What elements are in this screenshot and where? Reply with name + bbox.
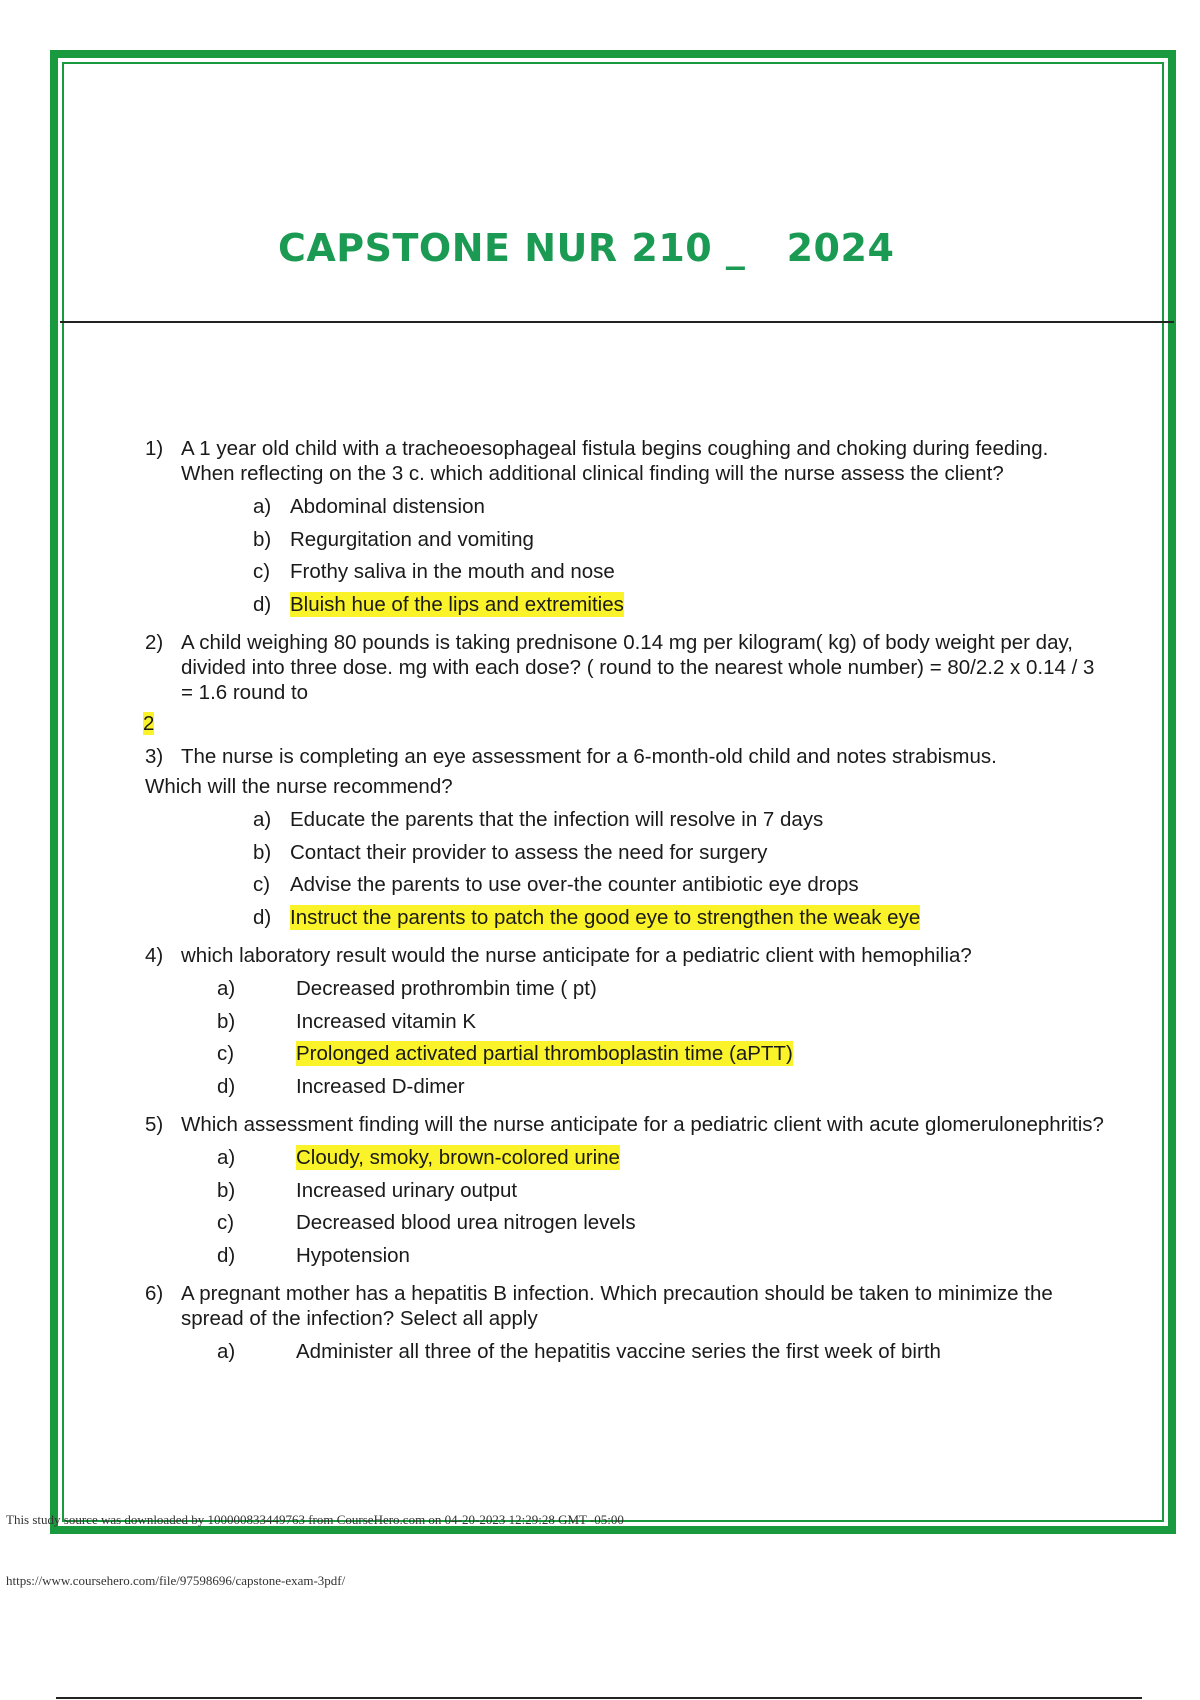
option-letter: a) [217,1340,236,1363]
option-letter: c) [217,1042,235,1065]
question-text: A pregnant mother has a hepatitis B infection. Which precaution should be taken to minimize the spread of the infection? Select all apply [181,1282,1053,1330]
question-5 [145,1112,1105,1275]
option-d [145,1074,1105,1107]
question-number: 4) [145,944,164,967]
option-a [145,494,1105,527]
download-notice: This study source was downloaded by 100000833449763 from CourseHero.com on 04-20-2023 12:29:28 GMT -05:00 [6,1512,624,1527]
option-text: Increased urinary output [296,1178,518,1202]
option-text: Educate the parents that the infection will resolve in 7 days [290,808,824,831]
option-d-highlighted-answer [145,905,1105,938]
option-letter: d) [253,592,272,616]
question-text: The nurse is completing an eye assessment for a 6-month-old child and notes strabismus. [181,745,997,768]
question-text: A child weighing 80 pounds is taking prednisone 0.14 mg per kilogram( kg) of body weight per day, divided into three dose. mg with each dose? ( round to the nearest whole number) = 80/2.2 x 0.14 / 3 = 1.6 round to [181,631,1095,704]
question-number: 5) [145,1113,164,1136]
option-b [145,1009,1105,1042]
option-a [145,976,1105,1009]
option-text: Cloudy, smoky, brown-colored urine [296,1146,620,1169]
question-6 [145,1281,1105,1372]
option-list [145,807,1105,937]
question-text: A 1 year old child with a tracheoesophageal fistula begins coughing and choking during feeding. When reflecting on the 3 c. which additional clinical finding will the nurse assess the client? [181,437,1049,485]
option-letter: c) [217,1211,235,1234]
option-letter: b) [217,1009,236,1033]
answer-value-highlighted: 2 [143,712,155,735]
option-letter: c) [253,873,271,896]
option-b [145,1178,1105,1211]
option-a [145,1339,1105,1372]
option-letter: b) [217,1178,236,1202]
option-text: Decreased blood urea nitrogen levels [296,1211,636,1234]
option-c [145,1210,1105,1243]
option-list [145,1339,1105,1372]
option-d [145,1243,1105,1276]
option-text: Decreased prothrombin time ( pt) [296,977,597,1000]
option-text: Administer all three of the hepatitis vaccine series the first week of birth [296,1340,941,1363]
option-letter: a) [253,808,272,831]
option-b [145,840,1105,873]
option-text: Instruct the parents to patch the good eye to strengthen the weak eye [290,905,921,929]
option-c [145,872,1105,905]
question-number: 6) [145,1282,164,1305]
question-3 [145,744,1105,937]
option-text: Contact their provider to assess the need for surgery [290,840,768,864]
option-letter: d) [217,1243,236,1267]
question-text: which laboratory result would the nurse anticipate for a pediatric client with hemophilia? [181,944,972,967]
question-number: 3) [145,745,164,768]
option-letter: d) [253,905,272,929]
option-letter: a) [253,495,272,518]
answer-line [143,711,1105,736]
option-letter: a) [217,977,236,1000]
question-number: 1) [145,437,164,460]
question-number: 2) [145,631,164,654]
option-letter: d) [217,1074,236,1098]
option-d-highlighted-answer [145,592,1105,625]
question-text-continued: Which will the nurse recommend? [145,775,453,798]
question-1 [145,436,1105,624]
option-text: Prolonged activated partial thromboplastin time (aPTT) [296,1042,793,1065]
source-url[interactable]: https://www.coursehero.com/file/97598696/capstone-exam-3pdf/ [6,1573,346,1588]
option-b [145,527,1105,560]
question-2 [145,630,1105,736]
option-text: Increased vitamin K [296,1009,477,1033]
option-text: Advise the parents to use over-the counter antibiotic eye drops [290,873,859,896]
option-a [145,807,1105,840]
option-a-highlighted-answer [145,1145,1105,1178]
option-text: Regurgitation and vomiting [290,527,534,551]
document-title: CAPSTONE NUR 210 _ 2024 [278,226,895,270]
question-text: Which assessment finding will the nurse anticipate for a pediatric client with acute glomerulonephritis? [181,1113,1104,1136]
option-text: Increased D-dimer [296,1074,465,1098]
option-list [145,494,1105,624]
option-letter: c) [253,560,271,583]
option-letter: a) [217,1146,236,1169]
question-list [145,436,1105,1378]
option-text: Frothy saliva in the mouth and nose [290,560,615,583]
bottom-divider [56,1697,1142,1699]
header-divider [60,321,1174,323]
option-text: Bluish hue of the lips and extremities [290,592,624,616]
option-text: Abdominal distension [290,495,485,518]
option-list [145,976,1105,1106]
option-c-highlighted-answer [145,1041,1105,1074]
option-letter: b) [253,527,272,551]
option-letter: b) [253,840,272,864]
option-text: Hypotension [296,1243,410,1267]
option-c [145,559,1105,592]
question-4 [145,943,1105,1106]
option-list [145,1145,1105,1275]
